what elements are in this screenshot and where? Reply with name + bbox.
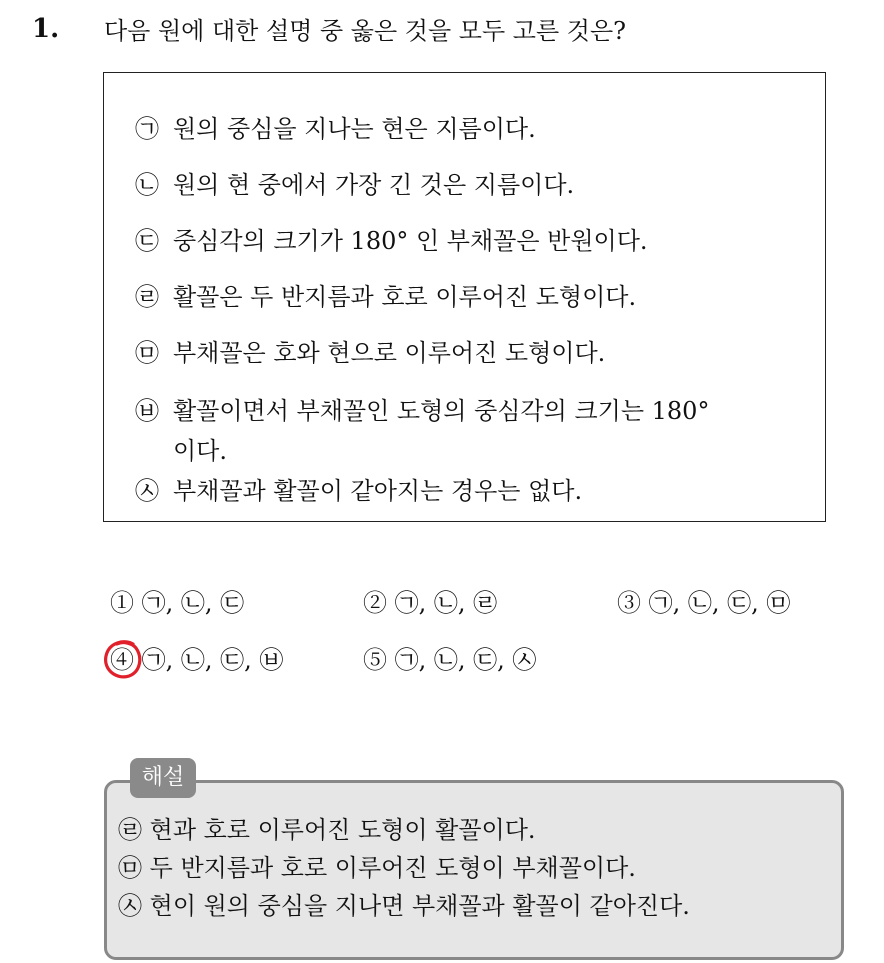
statement-text: 활꼴은 두 반지름과 호로 이루어진 도형이다. [173, 283, 637, 311]
statement-2 [135, 165, 574, 205]
question-number: 1. [32, 14, 60, 44]
statement-marker: ㉣ [135, 283, 159, 311]
explanation-line-2: ㉤ 두 반지름과 호로 이루어진 도형이 부채꼴이다. [118, 854, 636, 882]
statement-marker: ㉥ [135, 397, 159, 425]
answer-circle-mark-icon [103, 638, 145, 680]
explanation-line-3: ㉦ 현이 원의 중심을 지나면 부채꼴과 활꼴이 같아진다. [118, 892, 690, 920]
choice-text: ㉠, ㉡, ㉢, ㉥ [141, 646, 284, 674]
statement-text: 원의 현 중에서 가장 긴 것은 지름이다. [173, 171, 575, 199]
choice-number: ① [110, 589, 134, 617]
choice-number: ② [363, 589, 387, 617]
choice-3[interactable] [617, 586, 790, 620]
statement-5 [135, 333, 605, 373]
choice-number: ④ [110, 646, 134, 674]
choice-text: ㉠, ㉡, ㉢, ㉤ [648, 589, 791, 617]
statements-box [103, 72, 826, 522]
statement-marker: ㉡ [135, 171, 159, 199]
choice-text: ㉠, ㉡, ㉢, ㉦ [394, 646, 537, 674]
choice-5[interactable] [363, 643, 536, 677]
statement-text: 부채꼴과 활꼴이 같아지는 경우는 없다. [173, 477, 583, 505]
statement-text: 부채꼴은 호와 현으로 이루어진 도형이다. [173, 339, 606, 367]
statement-continuation: 이다. [173, 437, 227, 465]
statement-marker: ㉦ [135, 477, 159, 505]
explanation-label: 해설 [130, 758, 196, 798]
statement-marker: ㉠ [135, 115, 159, 143]
statement-text: 중심각의 크기가 180° 인 부채꼴은 반원이다. [173, 227, 648, 255]
statement-3 [135, 221, 648, 261]
statement-text: 활꼴이면서 부채꼴인 도형의 중심각의 크기는 180° [173, 397, 710, 425]
statement-text: 원의 중심을 지나는 현은 지름이다. [173, 115, 536, 143]
choice-2[interactable] [363, 586, 497, 620]
choice-text: ㉠, ㉡, ㉢ [141, 589, 245, 617]
statement-6 [135, 391, 709, 471]
choice-number: ⑤ [363, 646, 387, 674]
choice-1[interactable] [110, 586, 244, 620]
statement-1 [135, 109, 536, 149]
statement-marker: ㉢ [135, 227, 159, 255]
statement-7 [135, 471, 582, 511]
explanation-line-1: ㉣ 현과 호로 이루어진 도형이 활꼴이다. [118, 816, 536, 844]
statement-4 [135, 277, 636, 317]
question-text: 다음 원에 대한 설명 중 옳은 것을 모두 고른 것은? [104, 17, 627, 45]
choice-number: ③ [617, 589, 641, 617]
statement-marker: ㉤ [135, 339, 159, 367]
choice-text: ㉠, ㉡, ㉣ [394, 589, 498, 617]
